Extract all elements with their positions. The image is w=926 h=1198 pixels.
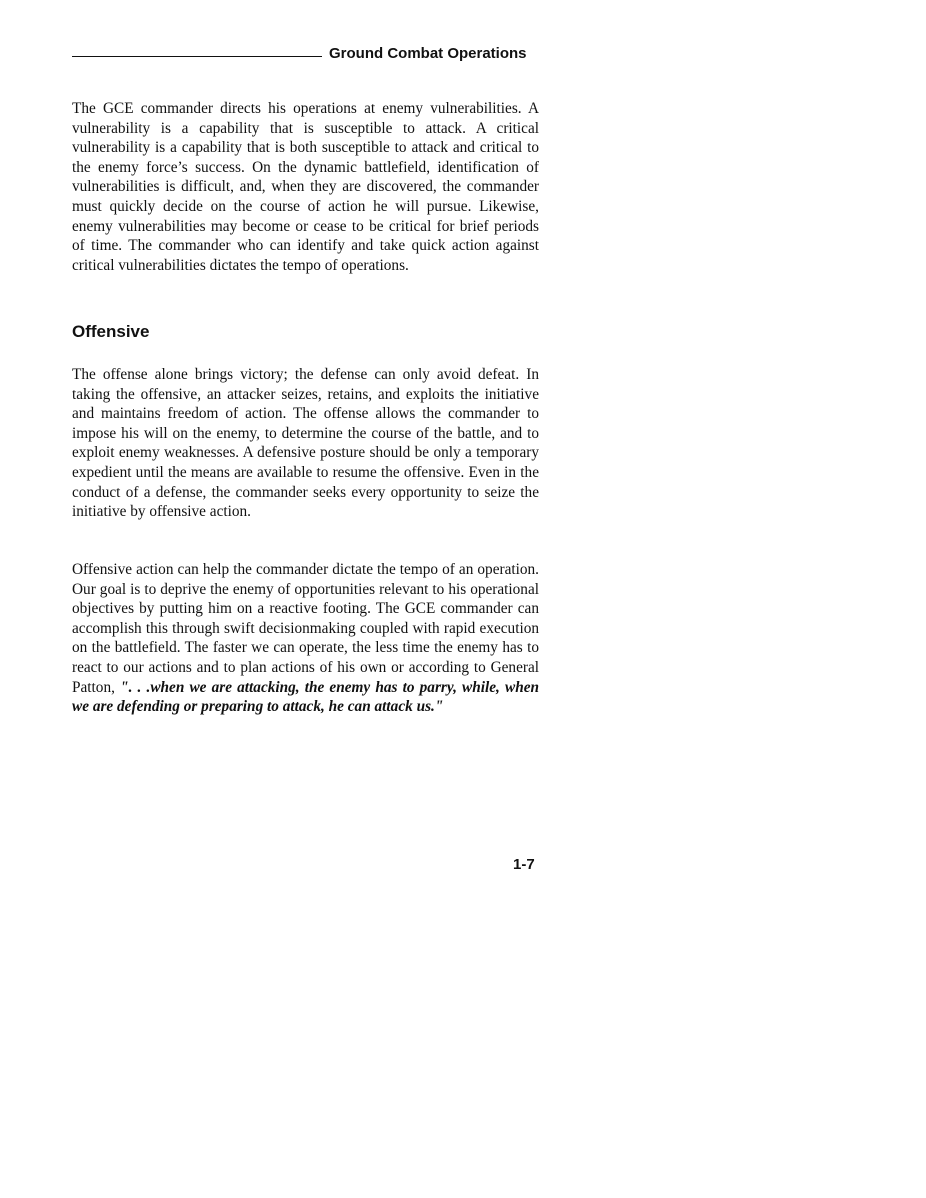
offensive-paragraph-2	[72, 560, 539, 717]
offensive-paragraph-1: The offense alone brings victory; the defense can only avoid defeat. In taking the offensive, an attacker seizes, retains, and exploits the initiative and maintains freedom of action. The offense allows the commander to impose his will on the enemy, to determine the course of the battle, and to exploit enemy weaknesses. A defensive posture should be only a temporary expedient until the means are available to resume the offensive. Even in the conduct of a defense, the commander seeks every opportunity to seize the initiative by offensive action.	[72, 366, 539, 521]
header-rule	[72, 56, 322, 57]
patton-quote: ". . .when we are attacking, the enemy has to parry, while, when we are defending or preparing to attack, he can attack us."	[72, 678, 540, 716]
intro-paragraph: The GCE commander directs his operations at enemy vulnerabilities. A vulnerability is a capability that is susceptible to attack. A critical vulnerability is a capability that is both susceptible to attack and critical to the enemy force’s success. On the dynamic battlefield, identification of vulnerabilities is difficult, and, when they are discovered, the commander must quickly decide on the course of action he will pursue. Likewise, enemy vulnerabilities may become or cease to be critical for brief periods of time. The commander who can identify and take quick action against critical vulnerabilities dictates the tempo of operations.	[72, 100, 539, 274]
section-heading-offensive: Offensive	[72, 322, 150, 341]
offensive-paragraph-2-text: Offensive action can help the commander dictate the tempo of an operation. Our goal is to deprive the enemy of opportunities relevant to his operational objectives by putting him on a reactive footing. The GCE commander can accomplish this through swift decisionmaking coupled with rapid execution on the battlefield. The faster we can operate, the less time the enemy has to react to our actions and to plan actions of his own or according to General Patton,	[72, 561, 539, 696]
page-number: 1-7	[513, 856, 535, 873]
running-header-title: Ground Combat Operations	[329, 45, 527, 62]
